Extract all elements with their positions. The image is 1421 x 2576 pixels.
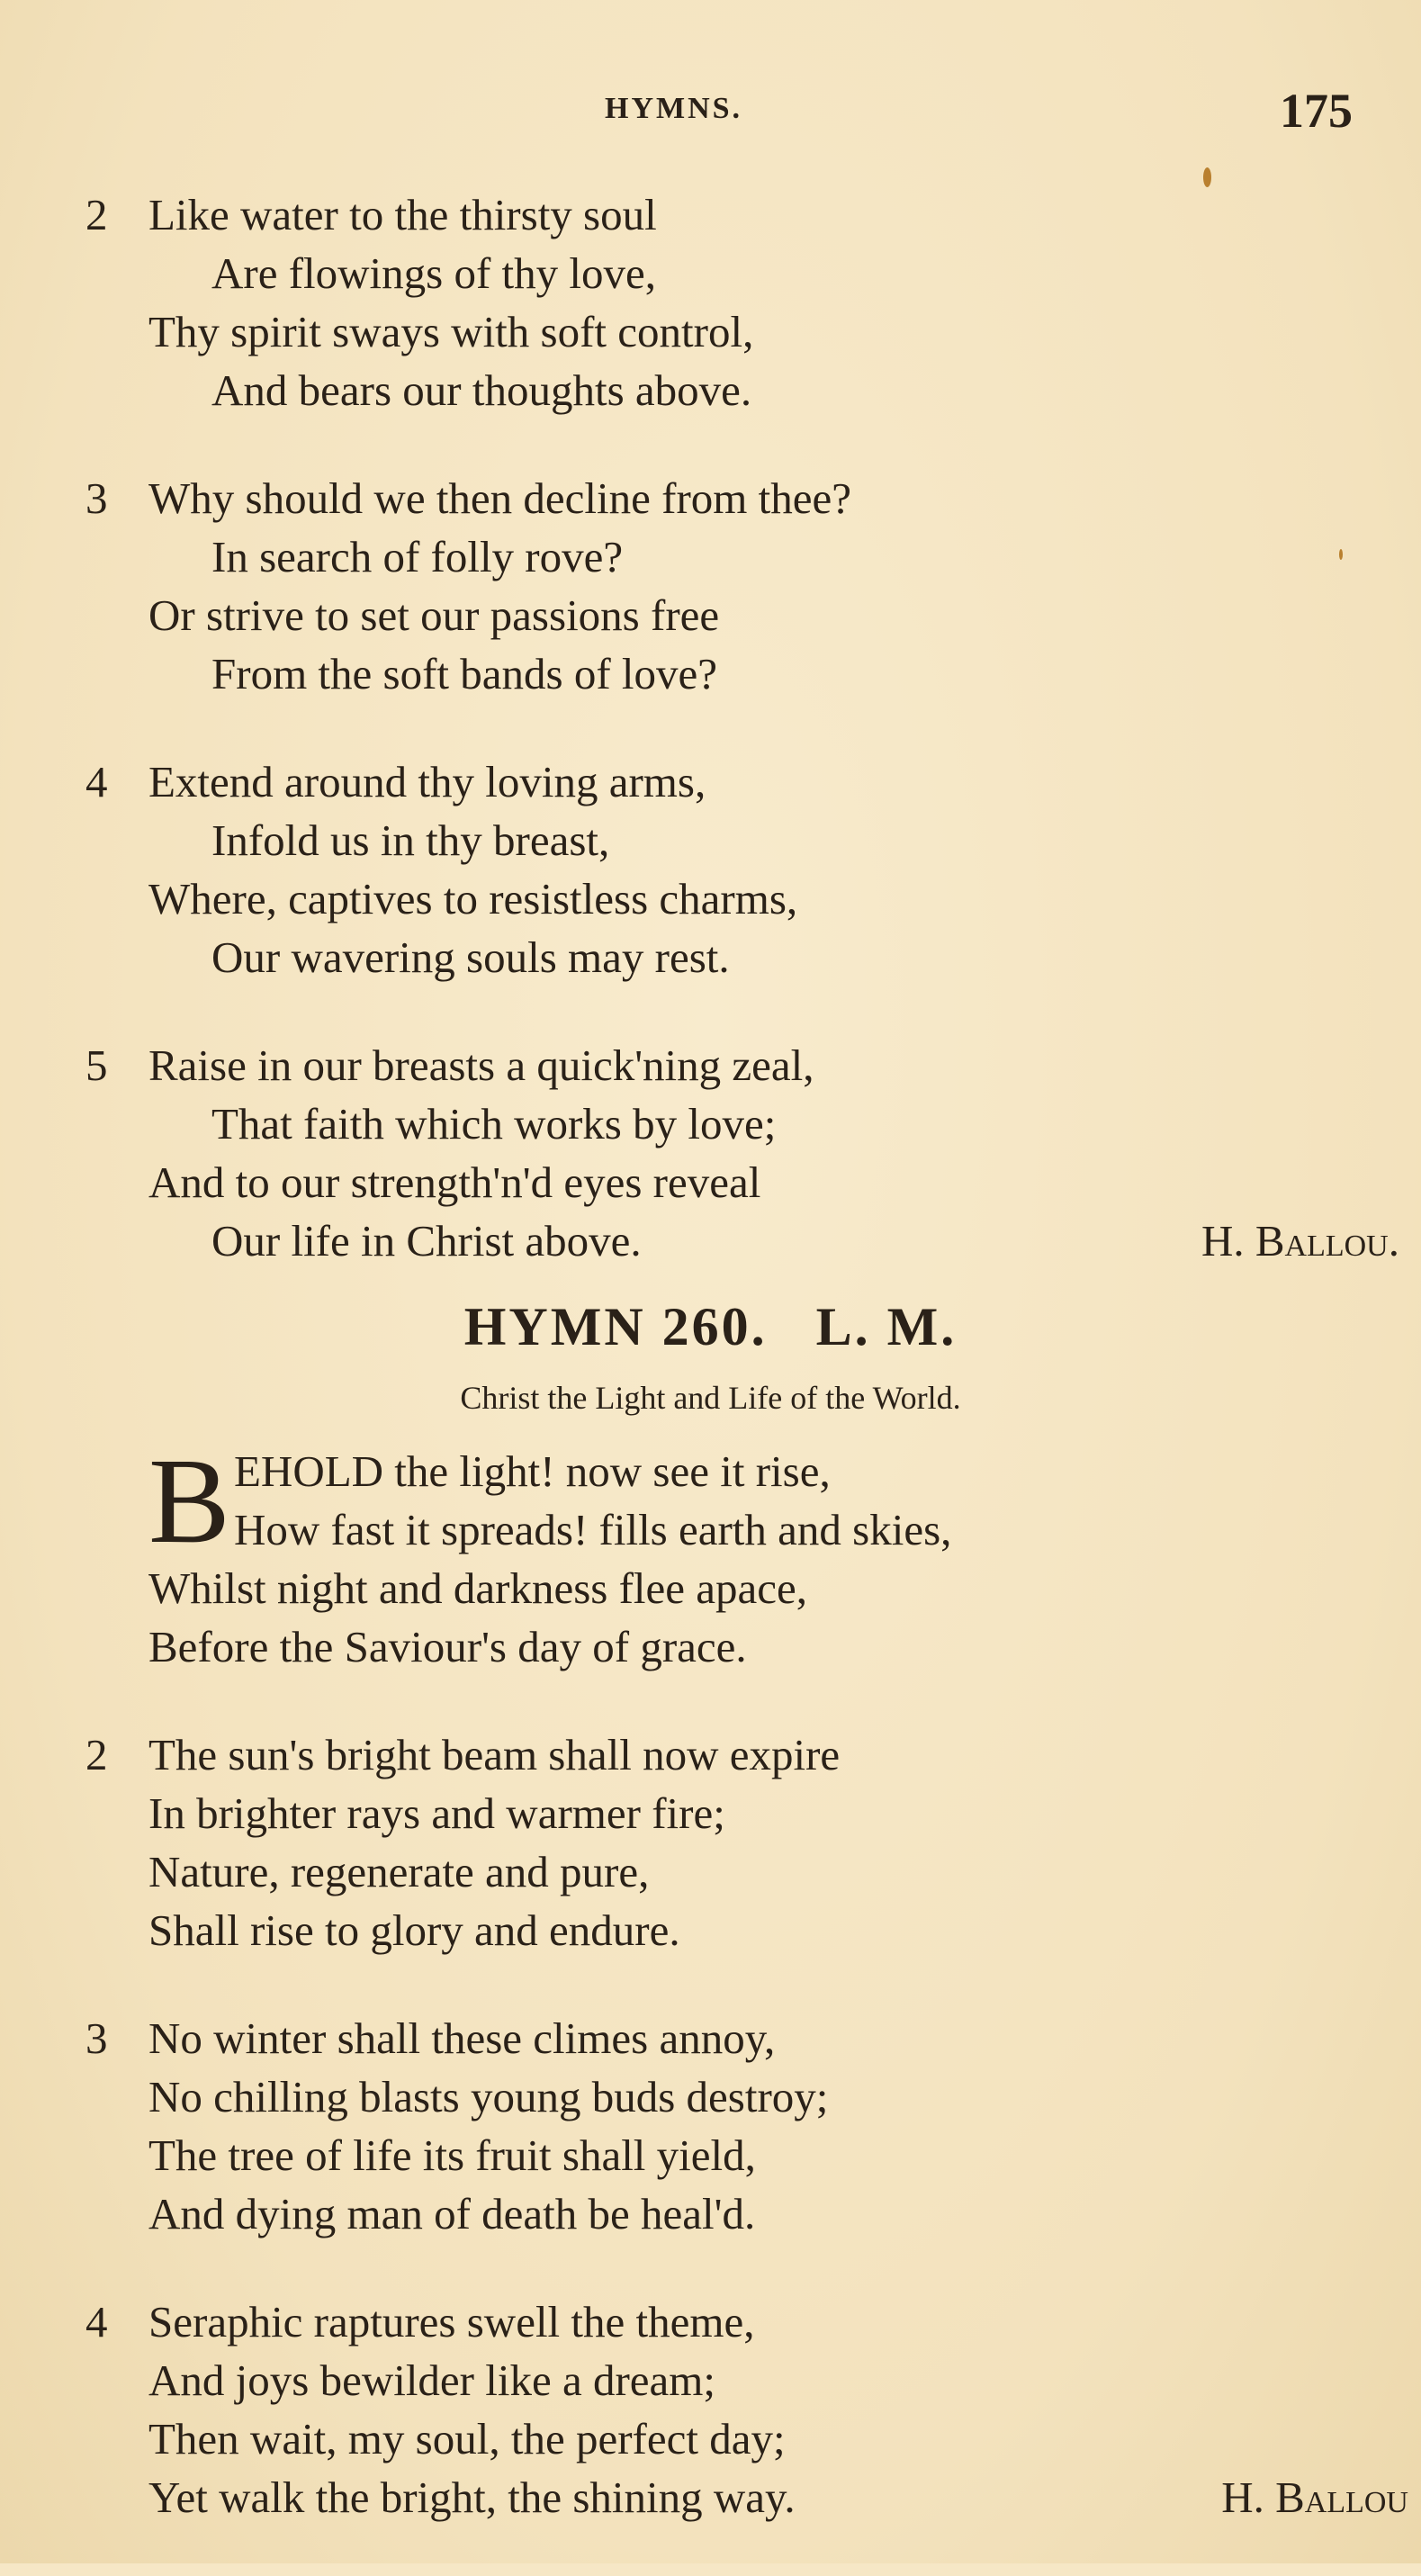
stanza (85, 1036, 1399, 1270)
paper-stain (1203, 167, 1211, 187)
stanza (85, 752, 1399, 986)
verse-line: Infold us in thy breast, (211, 815, 610, 865)
verse-line: And joys bewilder like a dream; (148, 2355, 716, 2405)
stanza-number: 5 (85, 1040, 108, 1090)
verse-line: Seraphic raptures swell the theme, (148, 2297, 755, 2346)
verse-line: EHOLD the light! now see it rise, (234, 1446, 831, 1496)
verse-row (85, 2009, 1399, 2067)
verse-row (85, 869, 1399, 928)
verse-row (85, 2409, 1399, 2468)
stanza (85, 1725, 1399, 1959)
previous-hymn (85, 185, 1399, 1320)
verse-row (85, 2468, 1408, 2526)
verse-line: In brighter rays and warmer fire; (148, 1788, 725, 1838)
verse-row (85, 1725, 1399, 1784)
verse-row (85, 1094, 1399, 1153)
verse-line: Where, captives to resistless charms, (148, 874, 798, 923)
verse-line: Or strive to set our passions free (148, 590, 720, 640)
verse-line: The tree of life its fruit shall yield, (148, 2130, 756, 2180)
verse-line: Our wavering souls may rest. (211, 932, 730, 982)
verse-line: Are flowings of thy love, (211, 248, 656, 298)
verse-row (85, 1901, 1399, 1959)
running-title: HYMNS. (605, 92, 743, 125)
page-number: 175 (1280, 84, 1353, 138)
author-attribution: H. Ballou (1221, 2472, 1408, 2522)
stanza-number: 2 (85, 1730, 108, 1779)
stanza (85, 1434, 1399, 1676)
verse-line: Nature, regenerate and pure, (148, 1847, 650, 1896)
stanza-number: 4 (85, 2297, 108, 2346)
verse-row (85, 1617, 1399, 1676)
verse-row (85, 1842, 1399, 1901)
verse-line: Shall rise to glory and endure. (148, 1905, 680, 1955)
verse-line: Extend around thy loving arms, (148, 757, 706, 806)
running-head (0, 83, 1421, 137)
verse-row (85, 244, 1399, 302)
verse-line: That faith which works by love; (211, 1099, 777, 1148)
verse-row (85, 811, 1399, 869)
verse-row (85, 1500, 1399, 1559)
verse-line: Yet walk the bright, the shining way. (148, 2472, 796, 2522)
verse-line: Why should we then decline from thee? (148, 473, 852, 523)
hymn-subtitle: Christ the Light and Life of the World. (460, 1380, 961, 1416)
stanza (85, 2292, 1408, 2526)
verse-row (85, 361, 1399, 419)
verse-row (85, 1442, 1399, 1500)
verse-row (85, 2184, 1399, 2243)
verse-row (85, 644, 1399, 703)
verse-row (85, 2067, 1399, 2126)
drop-cap: B (148, 1434, 230, 1569)
verse-row (85, 1036, 1399, 1094)
hymn-title: HYMN 260. L. M. (463, 1297, 958, 1356)
verse-row (85, 1784, 1399, 1842)
hymn-260 (85, 1434, 1408, 2576)
verse-line: How fast it spreads! fills earth and skies, (234, 1505, 952, 1554)
verse-row (85, 469, 1399, 527)
verse-line: And dying man of death be heal'd. (148, 2189, 756, 2238)
verse-row (85, 1211, 1399, 1270)
stanza-number: 3 (85, 2013, 108, 2063)
verse-line: From the soft bands of love? (211, 649, 718, 698)
verse-row (85, 2126, 1399, 2184)
verse-line: And bears our thoughts above. (211, 365, 752, 415)
verse-row (85, 1153, 1399, 1211)
verse-line: Raise in our breasts a quick'ning zeal, (148, 1040, 814, 1090)
verse-row (85, 2351, 1399, 2409)
verse-line: Our life in Christ above. (211, 1216, 642, 1265)
stanza (85, 469, 1399, 703)
verse-line: Then wait, my soul, the perfect day; (148, 2414, 786, 2463)
verse-line: And to our strength'n'd eyes reveal (148, 1157, 761, 1207)
verse-line: The sun's bright beam shall now expire (148, 1730, 841, 1779)
verse-row (85, 302, 1399, 361)
verse-row (85, 2292, 1399, 2351)
verse-row (85, 586, 1399, 644)
verse-line: No chilling blasts young buds destroy; (148, 2072, 829, 2121)
verse-line: Like water to the thirsty soul (148, 190, 657, 239)
stanza (85, 185, 1399, 419)
stanza (85, 2009, 1399, 2243)
stanza-number: 4 (85, 757, 108, 806)
verse-line: Before the Saviour's day of grace. (148, 1622, 747, 1671)
verse-row (85, 928, 1399, 986)
verse-line: Thy spirit sways with soft control, (148, 307, 754, 356)
stanza-number: 2 (85, 190, 108, 239)
verse-row (85, 527, 1399, 586)
verse-line: Whilst night and darkness flee apace, (148, 1563, 808, 1613)
verse-row (85, 1559, 1399, 1617)
verse-row (85, 752, 1399, 811)
verse-row (85, 185, 1399, 244)
verse-line: No winter shall these climes annoy, (148, 2013, 776, 2063)
stanza-number: 3 (85, 473, 108, 523)
author-attribution: H. Ballou. (1201, 1216, 1399, 1265)
verse-line: In search of folly rove? (211, 532, 624, 581)
